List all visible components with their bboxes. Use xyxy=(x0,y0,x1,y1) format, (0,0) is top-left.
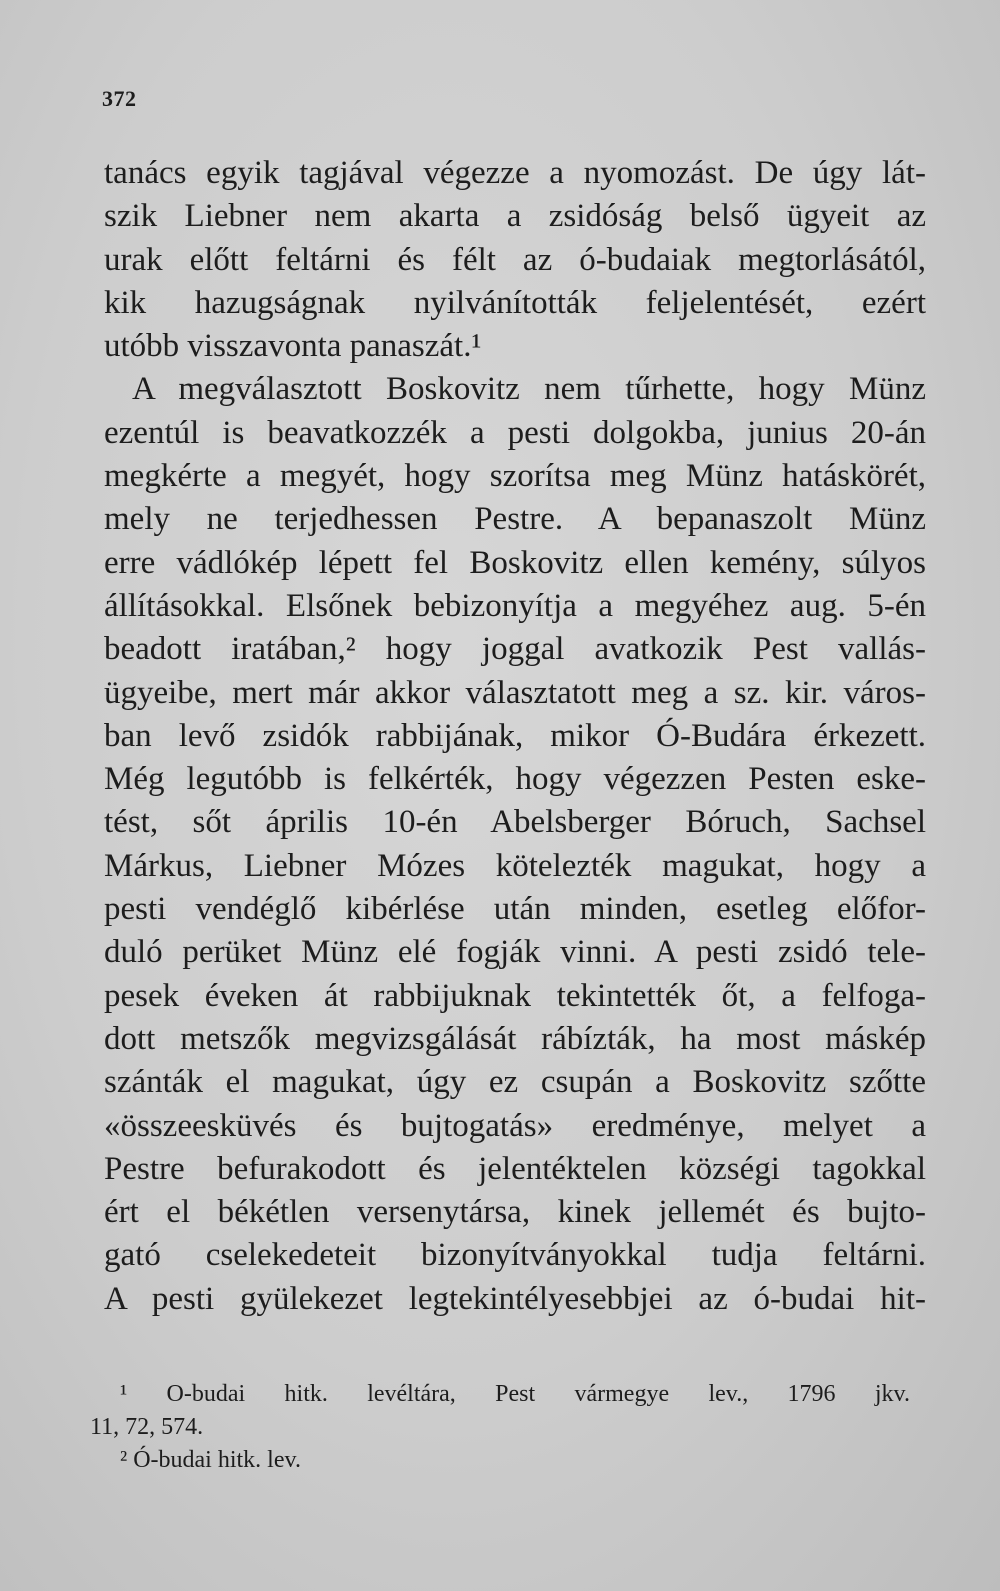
text-line: gató cselekedeteit bizonyítványokkal tudja feltárni. xyxy=(104,1237,926,1274)
text-line: Még legutóbb is felkérték, hogy végezzen Pesten eske- xyxy=(104,761,926,798)
text-line: dott metszők megvizsgálását rábízták, ha most máskép xyxy=(104,1020,926,1057)
text-line: utóbb visszavonta panaszát.¹ xyxy=(104,328,482,365)
text-line: «összeesküvés és bujtogatás» eredménye, melyet a xyxy=(104,1107,926,1144)
text-line: ban levő zsidók rabbijának, mikor Ó-Budára érkezett. xyxy=(104,717,926,754)
text-line: mely ne terjedhessen Pestre. A bepanaszolt Münz xyxy=(104,501,926,538)
text-line: állításokkal. Elsőnek bebizonyítja a megyéhez aug. 5-én xyxy=(104,587,926,624)
text-line: A pesti gyülekezet legtekintélyesebbjei az ó-budai hit- xyxy=(104,1280,926,1317)
text-line: tanács egyik tagjával végezze a nyomozást. De úgy lát- xyxy=(104,155,926,191)
text-line: kik hazugságnak nyilvánították feljelentését, ezért xyxy=(104,284,926,321)
footnote-1-continuation: 11, 72, 574. xyxy=(90,1414,204,1440)
footnote-2: ² Ó-budai hitk. lev. xyxy=(120,1447,301,1473)
text-line: szánták el magukat, úgy ez csupán a Boskovitz szőtte xyxy=(104,1064,926,1101)
text-line: megkérte a megyét, hogy szorítsa meg Münz hatáskörét, xyxy=(104,458,926,495)
text-line: ügyeibe, mert már akkor választatott meg a sz. kir. város- xyxy=(104,674,926,711)
text-line: duló perüket Münz elé fogják vinni. A pesti zsidó tele- xyxy=(104,934,926,971)
footnote-1: ¹ O-budai hitk. levéltára, Pest vármegye lev., 1796 jkv. xyxy=(120,1381,910,1407)
text-line: beadott iratában,² hogy joggal avatkozik Pest vallás- xyxy=(104,631,926,668)
text-line: tést, sőt április 10-én Abelsberger Bóruch, Sachsel xyxy=(104,804,926,841)
text-line: erre vádlókép lépett fel Boskovitz ellen kemény, súlyos xyxy=(104,544,926,581)
text-line: urak előtt feltárni és félt az ó-budaiak megtorlásától, xyxy=(104,241,926,278)
text-line: szik Liebner nem akarta a zsidóság belső ügyeit az xyxy=(104,198,926,235)
footnotes xyxy=(90,1378,910,1477)
text-line: Pestre befurakodott és jelentéktelen községi tagokkal xyxy=(104,1150,926,1187)
body-text xyxy=(104,152,926,1321)
text-line: ért el békétlen versenytársa, kinek jellemét és bujto- xyxy=(104,1194,926,1231)
text-line: A megválasztott Boskovitz nem tűrhette, hogy Münz xyxy=(132,371,926,408)
text-line: Márkus, Liebner Mózes kötelezték magukat, hogy a xyxy=(104,847,926,884)
page-number: 372 xyxy=(102,86,137,111)
text-line: ezentúl is beavatkozzék a pesti dolgokba, junius 20-án xyxy=(104,414,926,451)
text-line: pesti vendéglő kibérlése után minden, esetleg előfor- xyxy=(104,891,926,928)
text-line: pesek éveken át rabbijuknak tekintették őt, a felfoga- xyxy=(104,977,926,1014)
